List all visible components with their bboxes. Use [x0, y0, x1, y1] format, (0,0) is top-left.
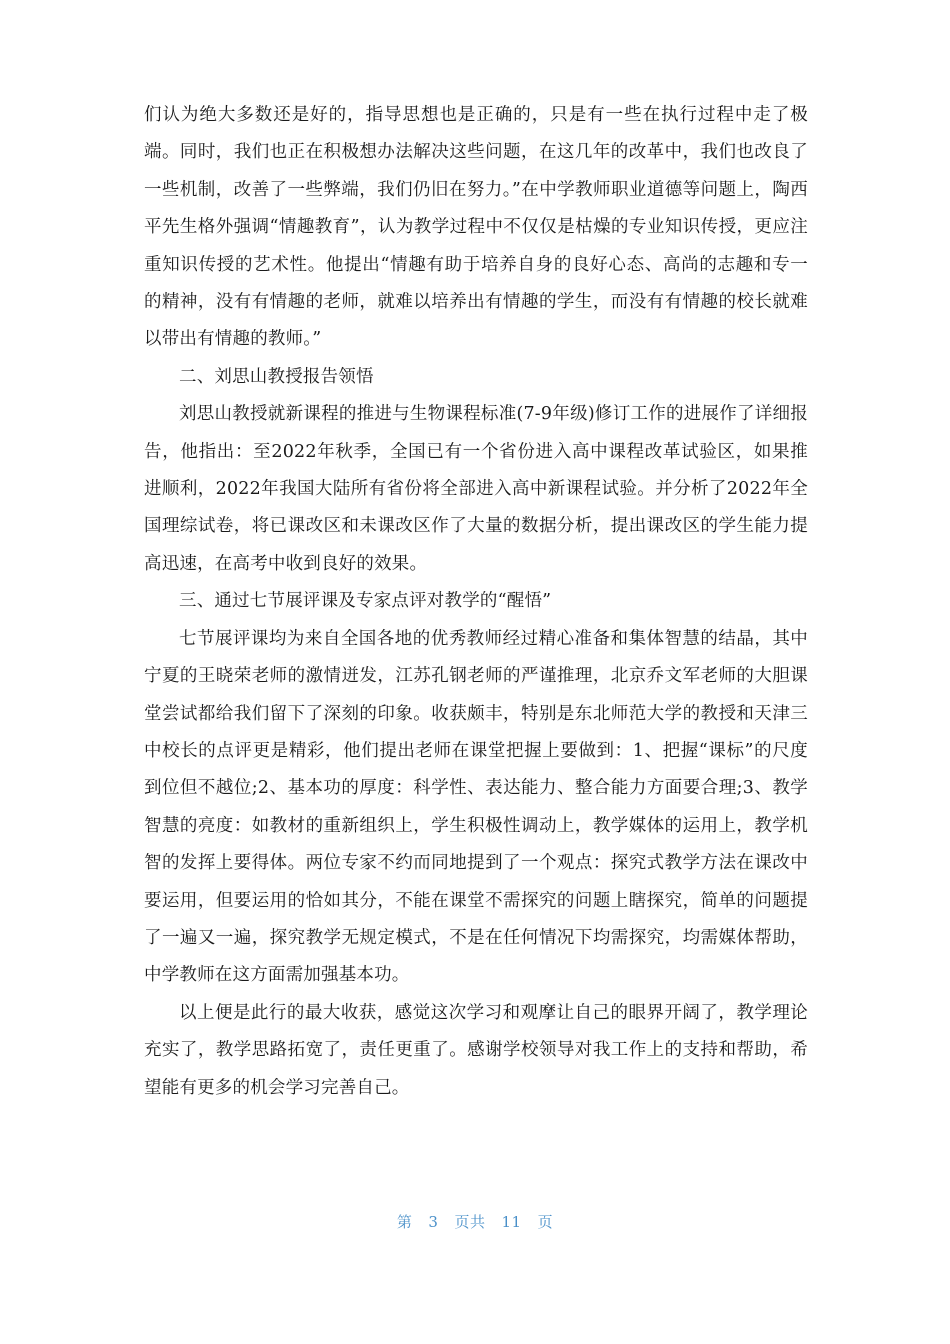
- footer-label-page: 第: [396, 1213, 413, 1231]
- footer-label-end: 页: [537, 1213, 554, 1231]
- body-paragraph-liu-report: 刘思山教授就新课程的推进与生物课程标准(7-9年级)修订工作的进展作了详细报告，他指出：至2022年秋季，全国已有一个省份进入高中课程改革试验区，如果推进顺利，2022年我国大陆所有省份将全部进入高中新课程试验。并分析了2022年全国理综试卷，将已课改区和未课改区作了大量的数据分析，提出课改区的学生能力提高迅速，在高考中收到良好的效果。: [144, 404, 808, 574]
- footer-current-page: 3: [428, 1213, 439, 1231]
- body-paragraph-demo-lessons: 七节展评课均为来自全国各地的优秀教师经过精心准备和集体智慧的结晶，其中宁夏的王晓荣老师的激情迸发，江苏孔钢老师的严谨推理，北京乔文军老师的大胆课堂尝试都给我们留下了深刻的印象。收获颇丰，特别是东北师范大学的教授和天津三中校长的点评更是精彩，他们提出老师在课堂把握上要做到：1、把握“课标”的尺度到位但不越位;2、基本功的厚度：科学性、表达能力、整合能力方面要合理;3、教学智慧的亮度：如教材的重新组织上，学生积极性调动上，教学媒体的运用上，教学机智的发挥上要得体。两位专家不约而同地提到了一个观点：探究式教学方法在课改中要运用，但要运用的恰如其分，不能在课堂不需探究的问题上瞎探究，简单的问题提了一遍又一遍，探究教学无规定模式，不是在任何情况下均需探究，均需媒体帮助，中学教师在这方面需加强基本功。: [144, 628, 808, 986]
- body-paragraph-conclusion: 以上便是此行的最大收获，感觉这次学习和观摩让自己的眼界开阔了，教学理论充实了，教学思路拓宽了，责任更重了。感谢学校领导对我工作上的支持和帮助，希望能有更多的机会学习完善自己。: [144, 1002, 808, 1098]
- section-heading-3: 三、通过七节展评课及专家点评对教学的“醒悟”: [179, 591, 552, 612]
- page-footer: [0, 1211, 950, 1232]
- document-body: [144, 97, 808, 1107]
- section-heading-2: 二、刘思山教授报告领悟: [179, 366, 374, 387]
- body-paragraph-continuation: 们认为绝大多数还是好的，指导思想也是正确的，只是有一些在执行过程中走了极端。同时，我们也正在积极想办法解决这些问题，在这几年的改革中，我们也改良了一些机制，改善了一些弊端，我们仍旧在努力。”在中学教师职业道德等问题上，陶西平先生格外强调“情趣教育”，认为教学过程中不仅仅是枯燥的专业知识传授，更应注重知识传授的艺术性。他提出“情趣有助于培养自身的良好心态、高尚的志趣和专一的精神，没有有情趣的老师，就难以培养出有情趣的学生，而没有有情趣的校长就难以带出有情趣的教师。”: [144, 105, 808, 350]
- footer-total-pages: 11: [501, 1213, 522, 1231]
- footer-label-of: 页共: [454, 1213, 486, 1231]
